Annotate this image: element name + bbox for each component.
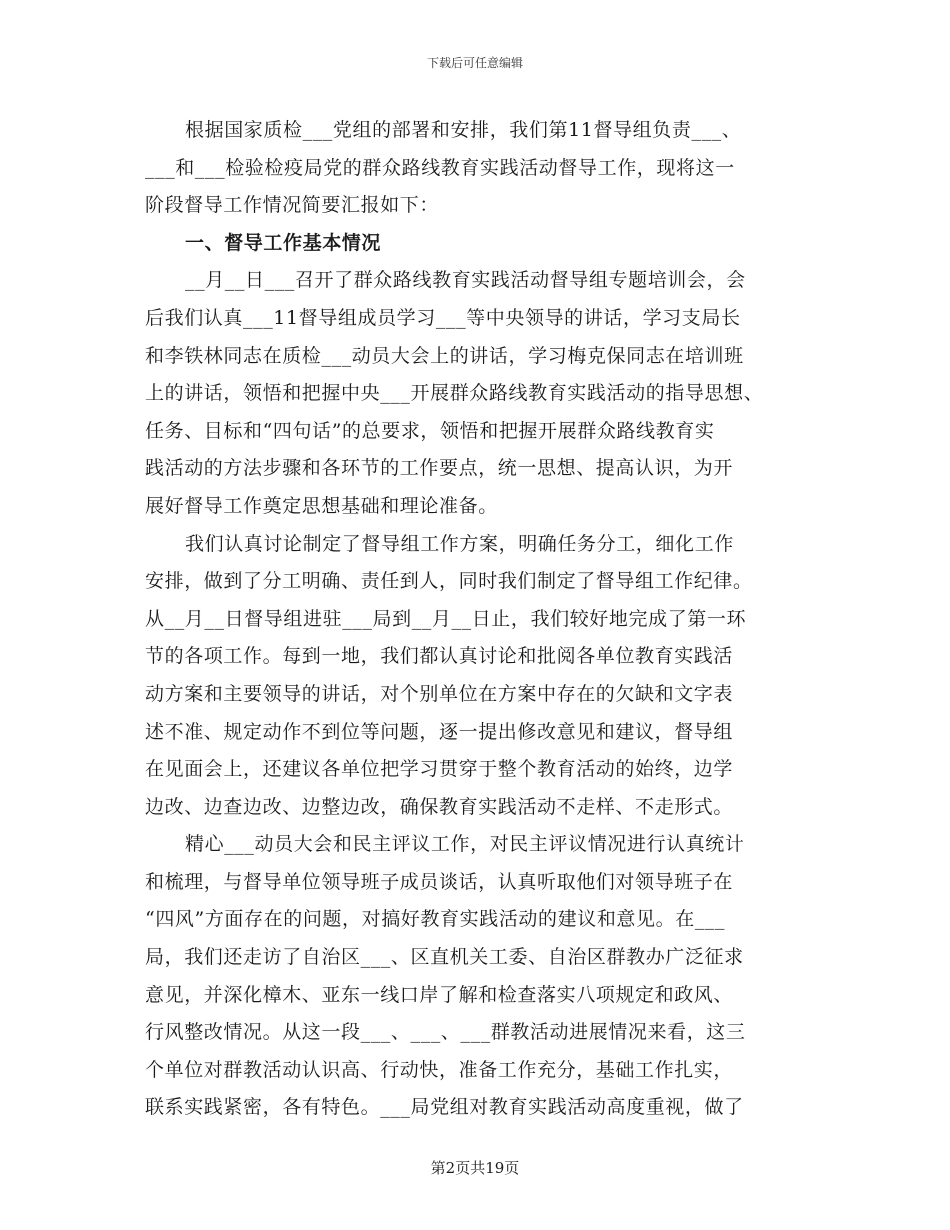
paragraph-line: 和李铁林同志在质检___动员大会上的讲话，学习梅克保同志在培训班 — [145, 344, 744, 367]
paragraph-line: 述不准、规定动作不到位等问题，逐一提出修改意见和建议，督导组 — [145, 720, 734, 743]
document-body — [145, 116, 810, 1131]
paragraph-line: 和梳理，与督导单位领导班子成员谈话，认真听取他们对领导班子在 — [145, 870, 734, 893]
paragraph-line: 任务、目标和“四句话”的总要求，领悟和把握开展群众路线教育实 — [145, 419, 715, 442]
paragraph-line: 后我们认真___11督导组成员学习___等中央领导的讲话，学习支局长 — [145, 306, 741, 329]
paragraph-line: “四风”方面存在的问题，对搞好教育实践活动的建议和意见。在___ — [145, 908, 726, 931]
paragraph-line: 我们认真讨论制定了督导组工作方案，明确任务分工，细化工作 — [185, 532, 734, 555]
paragraph-line: 上的讲话，领悟和把握中央___开展群众路线教育实践活动的指导思想、 — [145, 382, 764, 405]
paragraph-line: 局，我们还走访了自治区___、区直机关工委、自治区群教办广泛征求 — [145, 946, 744, 969]
paragraph-line: 节的各项工作。每到一地，我们都认真讨论和批阅各单位教育实践活 — [145, 645, 734, 668]
paragraph-line: 根据国家质检___党组的部署和安排，我们第11督导组负责___、 — [185, 119, 742, 141]
paragraph-line: 精心___动员大会和民主评议工作，对民主评议情况进行认真统计 — [185, 833, 745, 856]
paragraph-line: 在见面会上，还建议各单位把学习贯穿于整个教育活动的始终，边学 — [145, 758, 734, 781]
paragraph-line: 联系实践紧密，各有特色。___局党组对教育实践活动高度重视，做了 — [145, 1096, 744, 1119]
paragraph-line: 个单位对群教活动认识高、行动快，准备工作充分，基础工作扎实， — [145, 1058, 734, 1081]
paragraph-line: 从__月__日督导组进驻___局到__月__日止，我们较好地完成了第一环 — [145, 607, 747, 630]
section-heading: 一、督导工作基本情况 — [185, 231, 382, 254]
paragraph-line: 动方案和主要领导的讲话，对个别单位在方案中存在的欠缺和文字表 — [145, 682, 734, 705]
paragraph-line: 边改、边查边改、边整边改，确保教育实践活动不走样、不走形式。 — [145, 795, 734, 818]
paragraph-line: ___和___检验检疫局党的群众路线教育实践活动督导工作，现将这一 — [145, 156, 735, 179]
paragraph-line: 意见，并深化樟木、亚东一线口岸了解和检查落实八项规定和政风、 — [145, 983, 734, 1006]
paragraph-line: 践活动的方法步骤和各环节的工作要点，统一思想、提高认识，为开 — [145, 457, 734, 480]
page-header: 下载后可任意编辑 — [426, 56, 523, 70]
paragraph-line: 阶段督导工作情况简要汇报如下： — [145, 194, 440, 217]
page-footer: 第2页共19页 — [430, 1159, 520, 1177]
paragraph-line: 展好督导工作奠定思想基础和理论准备。 — [145, 494, 498, 517]
paragraph-line: 行风整改情况。从这一段___、___、___群教活动进展情况来看，这三 — [145, 1021, 746, 1044]
paragraph-line: __月__日___召开了群众路线教育实践活动督导组专题培训会，会 — [185, 269, 746, 292]
paragraph-line: 安排，做到了分工明确、责任到人，同时我们制定了督导组工作纪律。 — [145, 570, 753, 593]
